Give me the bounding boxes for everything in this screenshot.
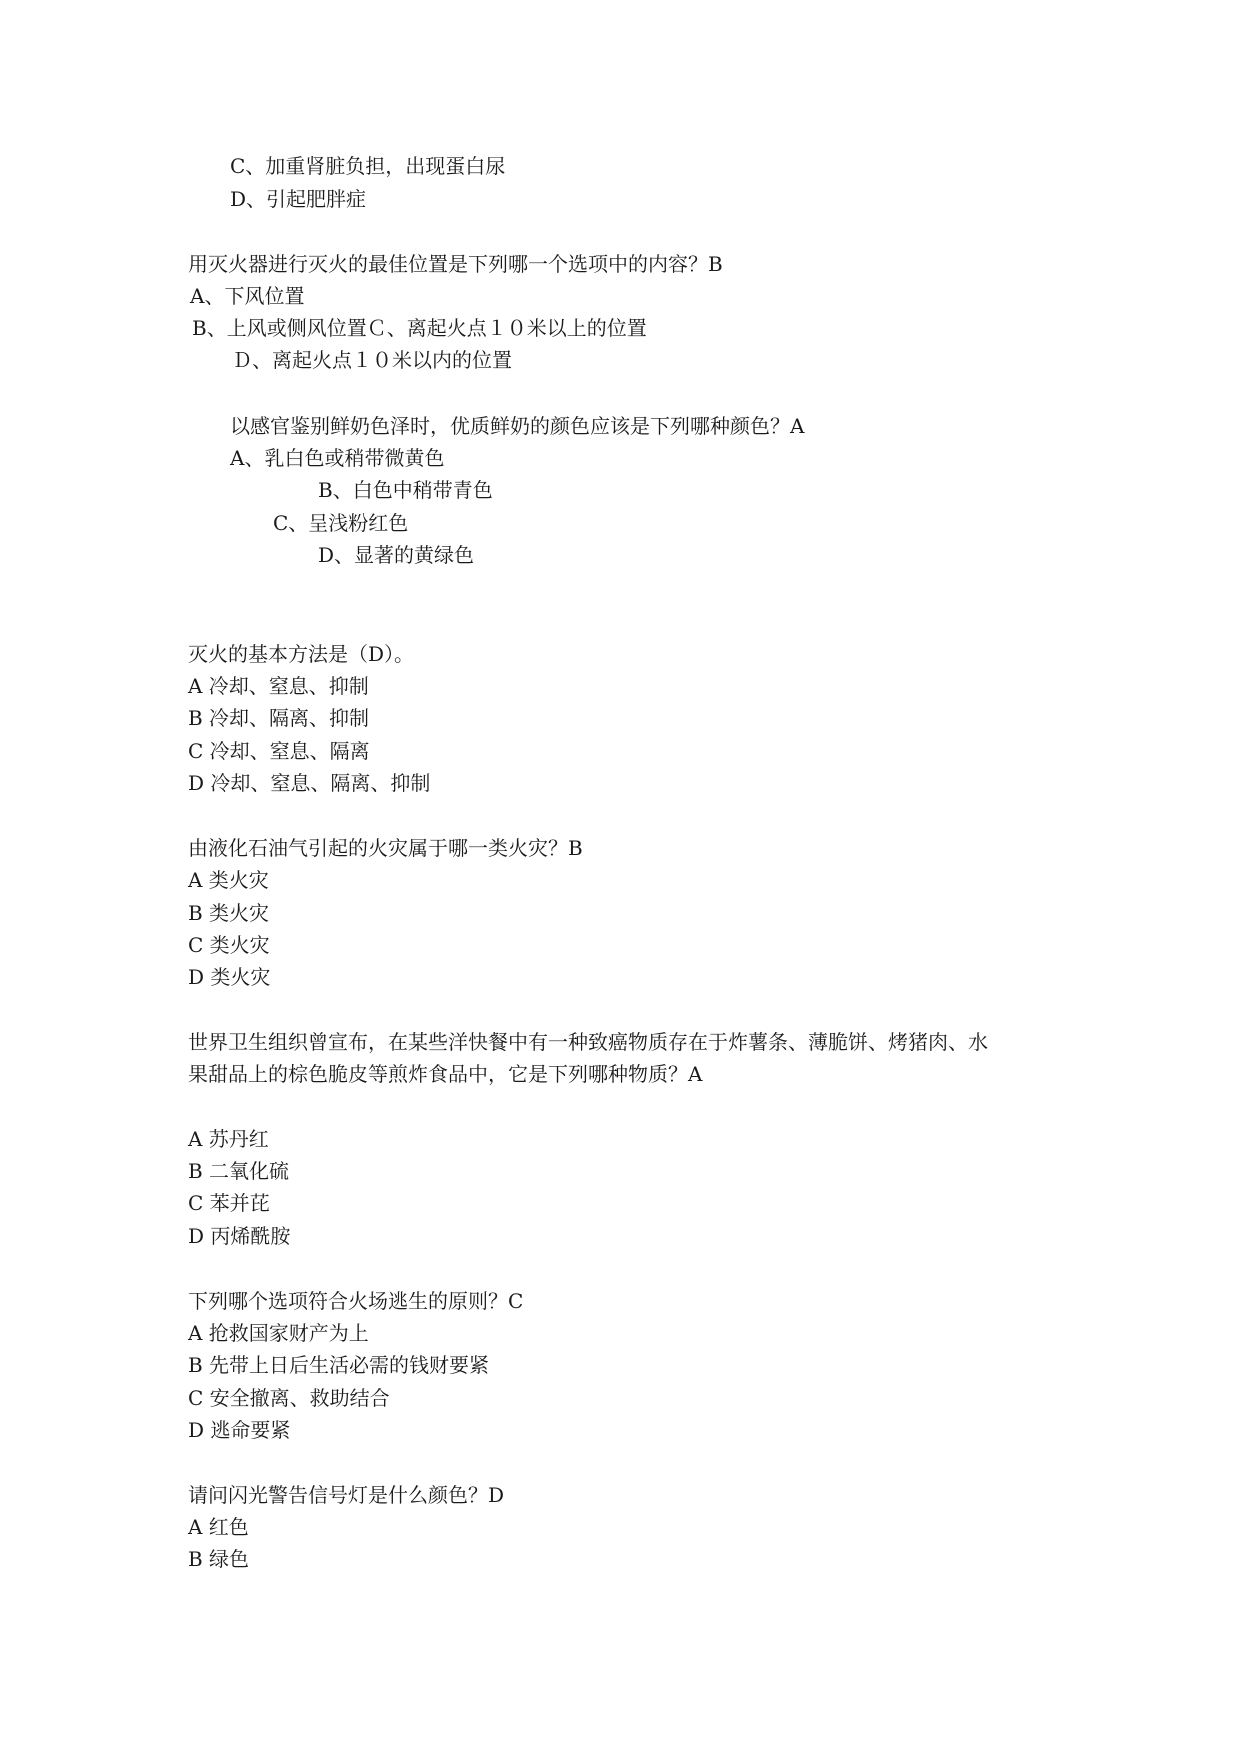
option-a: A 苏丹红 [188, 1127, 269, 1151]
option-d: D 丙烯酰胺 [188, 1224, 291, 1248]
option-a: A、乳白色或稍带微黄色 [230, 446, 445, 470]
option-b-c: B、上风或侧风位置Ｃ、离起火点１０米以上的位置 [192, 316, 647, 340]
option-c: C 类火灾 [188, 933, 270, 957]
option-d: Ｄ、离起火点１０米以内的位置 [232, 348, 512, 372]
option-c: C 安全撤离、救助结合 [188, 1386, 390, 1410]
option-b: B 先带上日后生活必需的钱财要紧 [188, 1353, 490, 1377]
option-b: B 二氧化硫 [188, 1159, 290, 1183]
option-a: A 抢救国家财产为上 [188, 1321, 369, 1345]
option-a: A 红色 [188, 1515, 249, 1539]
question-warning-light-color: 请问闪光警告信号灯是什么颜色？D [188, 1483, 505, 1507]
option-d: D、引起肥胖症 [230, 187, 367, 211]
question-fire-extinguisher-position: 用灭火器进行灭火的最佳位置是下列哪一个选项中的内容？B [188, 252, 723, 276]
option-c: C 苯并芘 [188, 1191, 270, 1215]
question-basic-firefighting-methods: 灭火的基本方法是（D）。 [188, 642, 415, 666]
question-carcinogen-line-1: 世界卫生组织曾宣布，在某些洋快餐中有一种致癌物质存在于炸薯条、薄脆饼、烤猪肉、水 [188, 1030, 988, 1054]
option-b: B 绿色 [188, 1547, 250, 1571]
option-a: A、下风位置 [190, 284, 305, 308]
option-b: B、白色中稍带青色 [318, 478, 493, 502]
option-c: C、呈浅粉红色 [273, 511, 409, 535]
question-fresh-milk-color: 以感官鉴别鲜奶色泽时，优质鲜奶的颜色应该是下列哪种颜色？A [230, 414, 805, 438]
option-a: A 类火灾 [188, 868, 269, 892]
question-fire-escape-principle: 下列哪个选项符合火场逃生的原则？C [188, 1289, 524, 1313]
option-d: D 逃命要紧 [188, 1418, 291, 1442]
option-d: D 类火灾 [188, 965, 271, 989]
option-b: B 冷却、隔离、抑制 [188, 706, 370, 730]
option-a: A 冷却、窒息、抑制 [188, 674, 369, 698]
option-d: D、显著的黄绿色 [318, 543, 475, 567]
question-carcinogen-line-2: 果甜品上的棕色脆皮等煎炸食品中，它是下列哪种物质？A [188, 1062, 703, 1086]
question-lpg-fire-class: 由液化石油气引起的火灾属于哪一类火灾？B [188, 836, 583, 860]
option-d: D 冷却、窒息、隔离、抑制 [188, 771, 431, 795]
option-c: C 冷却、窒息、隔离 [188, 739, 370, 763]
option-b: B 类火灾 [188, 901, 270, 925]
option-c: C、加重肾脏负担，出现蛋白尿 [230, 154, 506, 178]
